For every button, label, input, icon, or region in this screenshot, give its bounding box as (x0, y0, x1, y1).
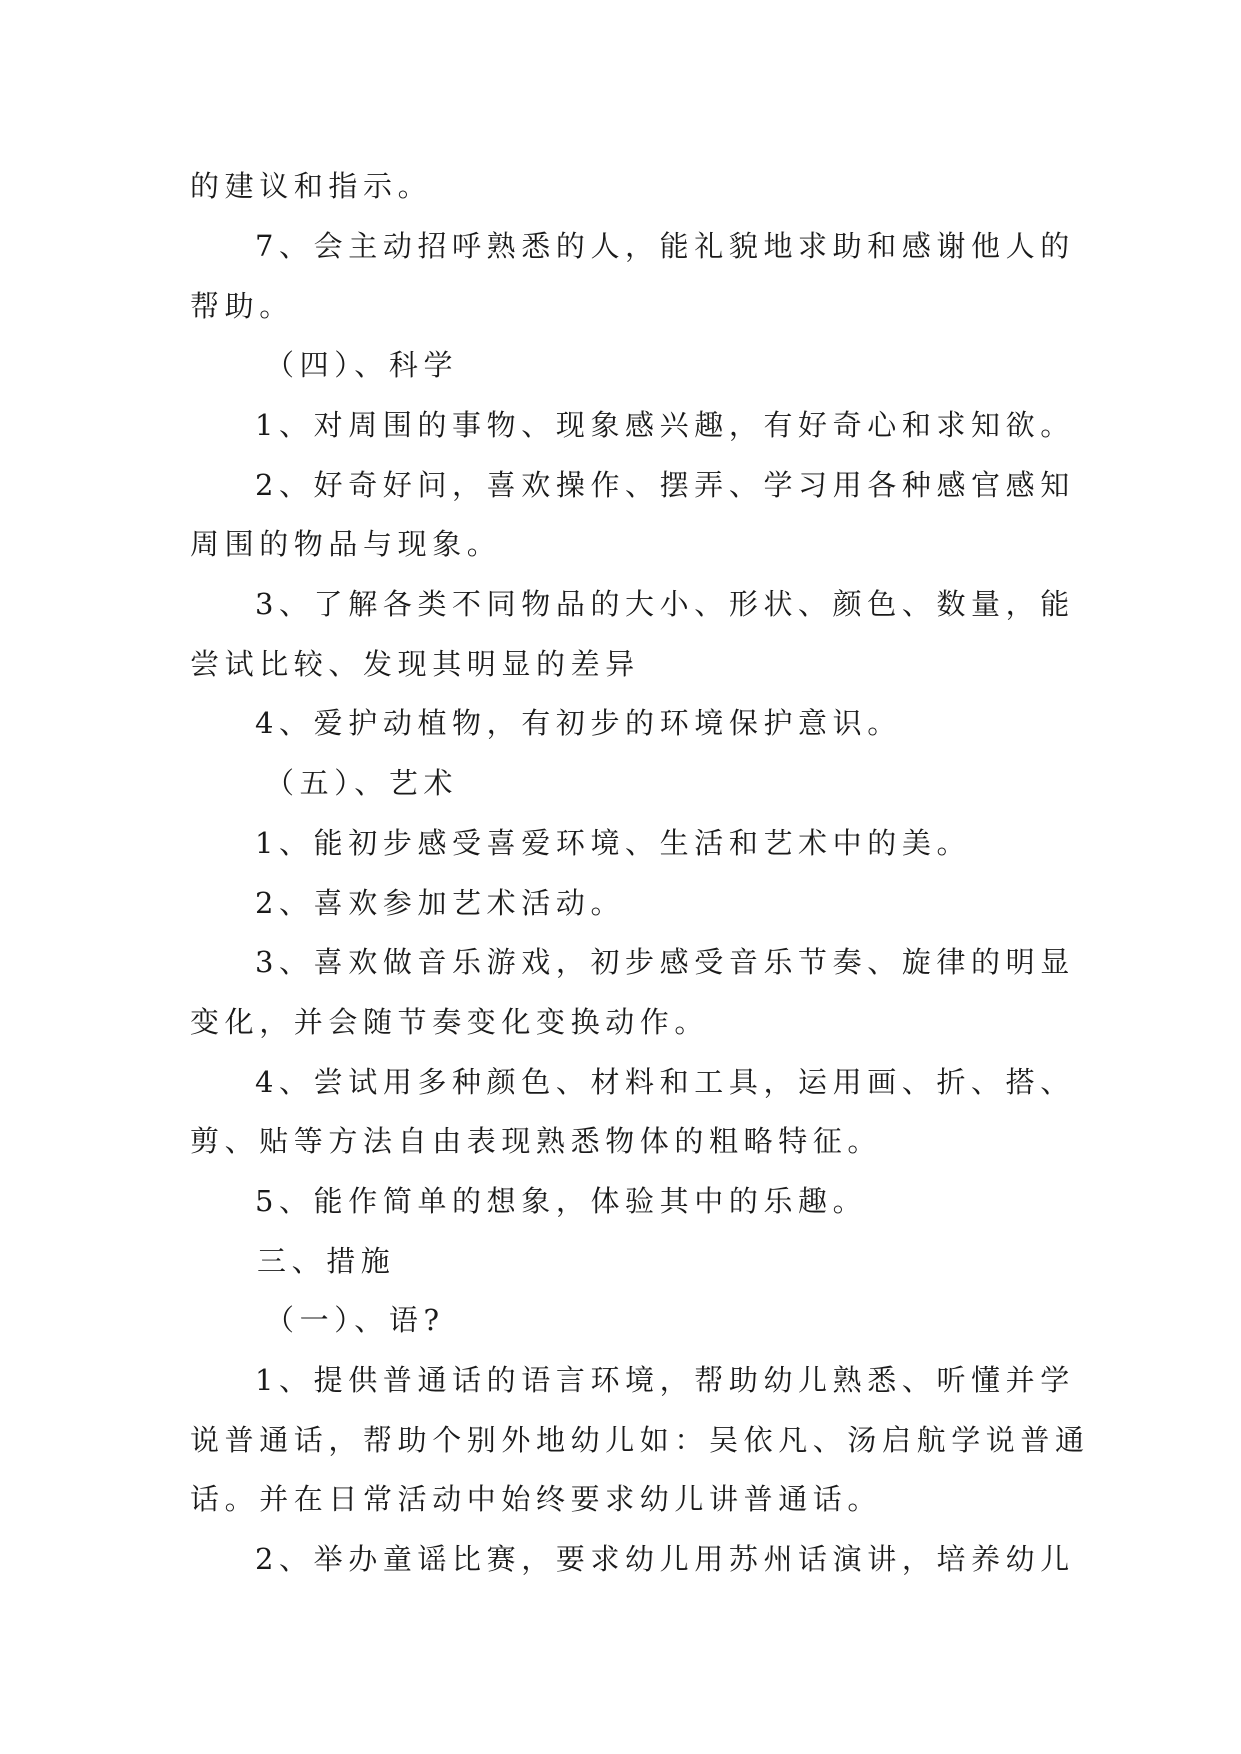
paragraph-line: 变化，并会随节奏变化变换动作。 (190, 1005, 710, 1039)
paragraph-line: 3、喜欢做音乐游戏，初步感受音乐节奏、旋律的明显 (255, 945, 1075, 979)
paragraph-line: 的建议和指示。 (190, 169, 433, 203)
paragraph-line: 5、能作简单的想象，体验其中的乐趣。 (255, 1184, 868, 1218)
paragraph-line: 4、爱护动植物，有初步的环境保护意识。 (255, 706, 902, 740)
paragraph-line: 3、了解各类不同物品的大小、形状、颜色、数量，能 (255, 587, 1075, 621)
paragraph-line: 1、能初步感受喜爱环境、生活和艺术中的美。 (255, 826, 972, 860)
section-heading: （四）、科学 (265, 348, 459, 382)
paragraph-line: 说普通话，帮助个别外地幼儿如：吴依凡、汤启航学说普通 (190, 1423, 1090, 1457)
paragraph-line: 周围的物品与现象。 (190, 527, 502, 561)
section-heading: 三、措施 (257, 1244, 396, 1278)
paragraph-line: 剪、贴等方法自由表现熟悉物体的粗略特征。 (190, 1124, 883, 1158)
paragraph-line: 1、提供普通话的语言环境，帮助幼儿熟悉、听懂并学 (255, 1363, 1075, 1397)
paragraph-line: 1、对周围的事物、现象感兴趣，有好奇心和求知欲。 (255, 408, 1075, 442)
paragraph-line: 4、尝试用多种颜色、材料和工具，运用画、折、搭、 (255, 1065, 1075, 1099)
paragraph-line: 帮助。 (190, 289, 294, 323)
paragraph-line: 尝试比较、发现其明显的差异 (190, 647, 640, 681)
section-heading: （一）、语? (265, 1303, 445, 1337)
paragraph-line: 2、喜欢参加艺术活动。 (255, 886, 626, 920)
paragraph-line: 话。并在日常活动中始终要求幼儿讲普通话。 (190, 1482, 883, 1516)
paragraph-line: 2、好奇好问，喜欢操作、摆弄、学习用各种感官感知 (255, 468, 1075, 502)
section-heading: （五）、艺术 (265, 766, 459, 800)
paragraph-line: 7、会主动招呼熟悉的人，能礼貌地求助和感谢他人的 (255, 229, 1075, 263)
paragraph-line: 2、举办童谣比赛，要求幼儿用苏州话演讲，培养幼儿 (255, 1542, 1075, 1576)
